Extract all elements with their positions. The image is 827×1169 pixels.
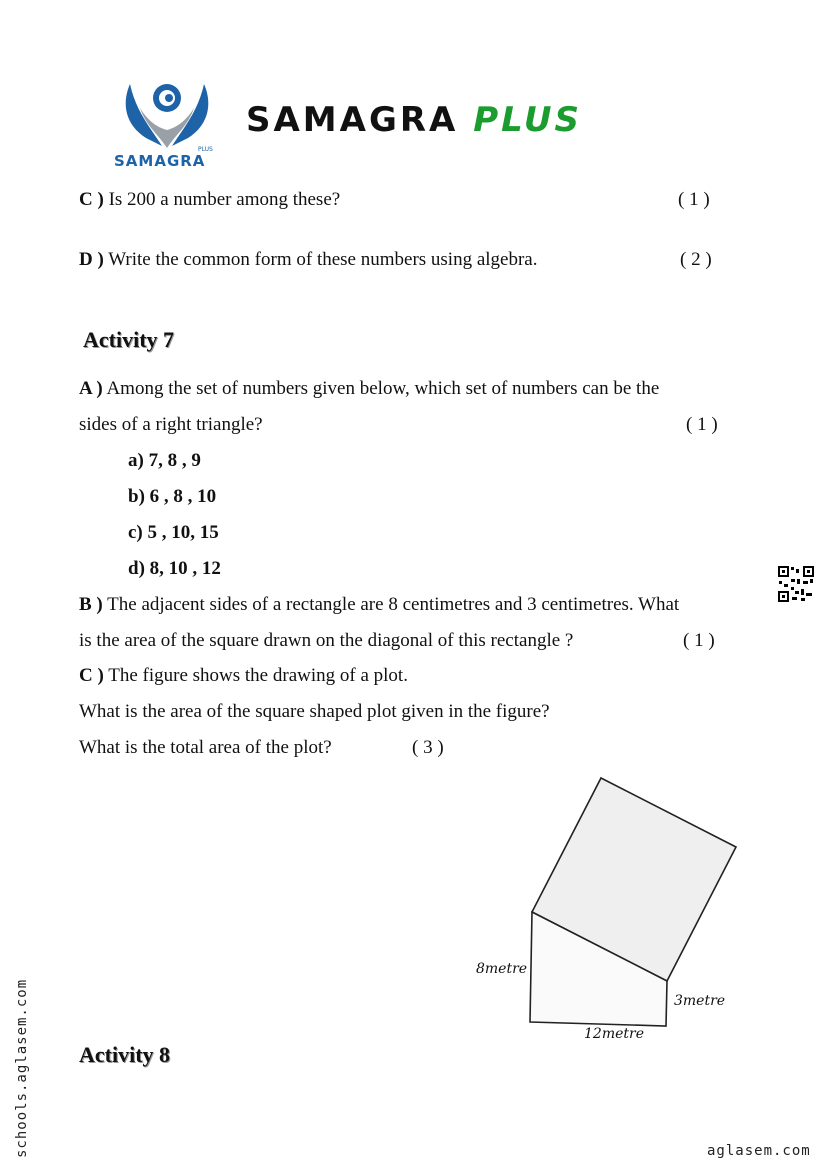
question-mark: ( 1 ) xyxy=(678,189,710,210)
question-a-line1 xyxy=(79,377,659,401)
question-c-line2: What is the area of the square shaped plot given in the figure? xyxy=(79,701,550,722)
page-title xyxy=(246,100,582,140)
title-samagra: SAMAGRA xyxy=(246,100,459,140)
question-a-line2: sides of a right triangle? xyxy=(79,414,263,435)
question-label: A ) xyxy=(79,378,103,399)
label-right-side: 3metre xyxy=(674,993,726,1009)
question-label: B ) xyxy=(79,594,103,615)
question-text: The figure shows the drawing of a plot. xyxy=(108,665,408,686)
samagra-logo xyxy=(112,72,226,172)
question-text: Is 200 a number among these? xyxy=(108,189,341,210)
plot-figure xyxy=(470,770,750,1045)
option-a: a) 7, 8 , 9 xyxy=(128,450,201,471)
option-c: c) 5 , 10, 15 xyxy=(128,522,219,543)
bottom-watermark: aglasem.com xyxy=(707,1143,811,1159)
question-text: Among the set of numbers given below, which set of numbers can be the xyxy=(106,378,660,399)
logo-small-text: PLUS xyxy=(198,146,213,153)
question-mark: ( 1 ) xyxy=(683,630,715,651)
question-mark: ( 2 ) xyxy=(680,249,712,270)
label-bottom-side: 12metre xyxy=(584,1026,644,1042)
question-mark: ( 3 ) xyxy=(412,737,444,758)
qr-code-icon xyxy=(777,565,815,603)
option-b: b) 6 , 8 , 10 xyxy=(128,486,217,507)
logo-text: SAMAGRA xyxy=(114,152,206,170)
question-b-line2: is the area of the square drawn on the diagonal of this rectangle ? xyxy=(79,630,574,651)
question-label: D ) xyxy=(79,249,104,270)
side-watermark: schools.aglasem.com xyxy=(14,978,30,1158)
label-left-side: 8metre xyxy=(476,961,528,977)
question-d-top xyxy=(79,248,538,272)
title-plus: PLUS xyxy=(473,100,583,140)
question-label: C ) xyxy=(79,189,104,210)
question-b-line1 xyxy=(79,593,679,617)
question-c-top xyxy=(79,188,340,212)
question-c-line1 xyxy=(79,664,408,688)
option-d: d) 8, 10 , 12 xyxy=(128,558,221,579)
question-label: C ) xyxy=(79,665,104,686)
question-text: Write the common form of these numbers using algebra. xyxy=(108,249,538,270)
question-c-line3: What is the total area of the plot? xyxy=(79,737,332,758)
question-text: The adjacent sides of a rectangle are 8 centimetres and 3 centimetres. What xyxy=(107,594,680,615)
question-mark: ( 1 ) xyxy=(686,414,718,435)
activity-8-heading: Activity 8 xyxy=(79,1042,171,1067)
activity-7-heading: Activity 7 xyxy=(83,327,175,352)
